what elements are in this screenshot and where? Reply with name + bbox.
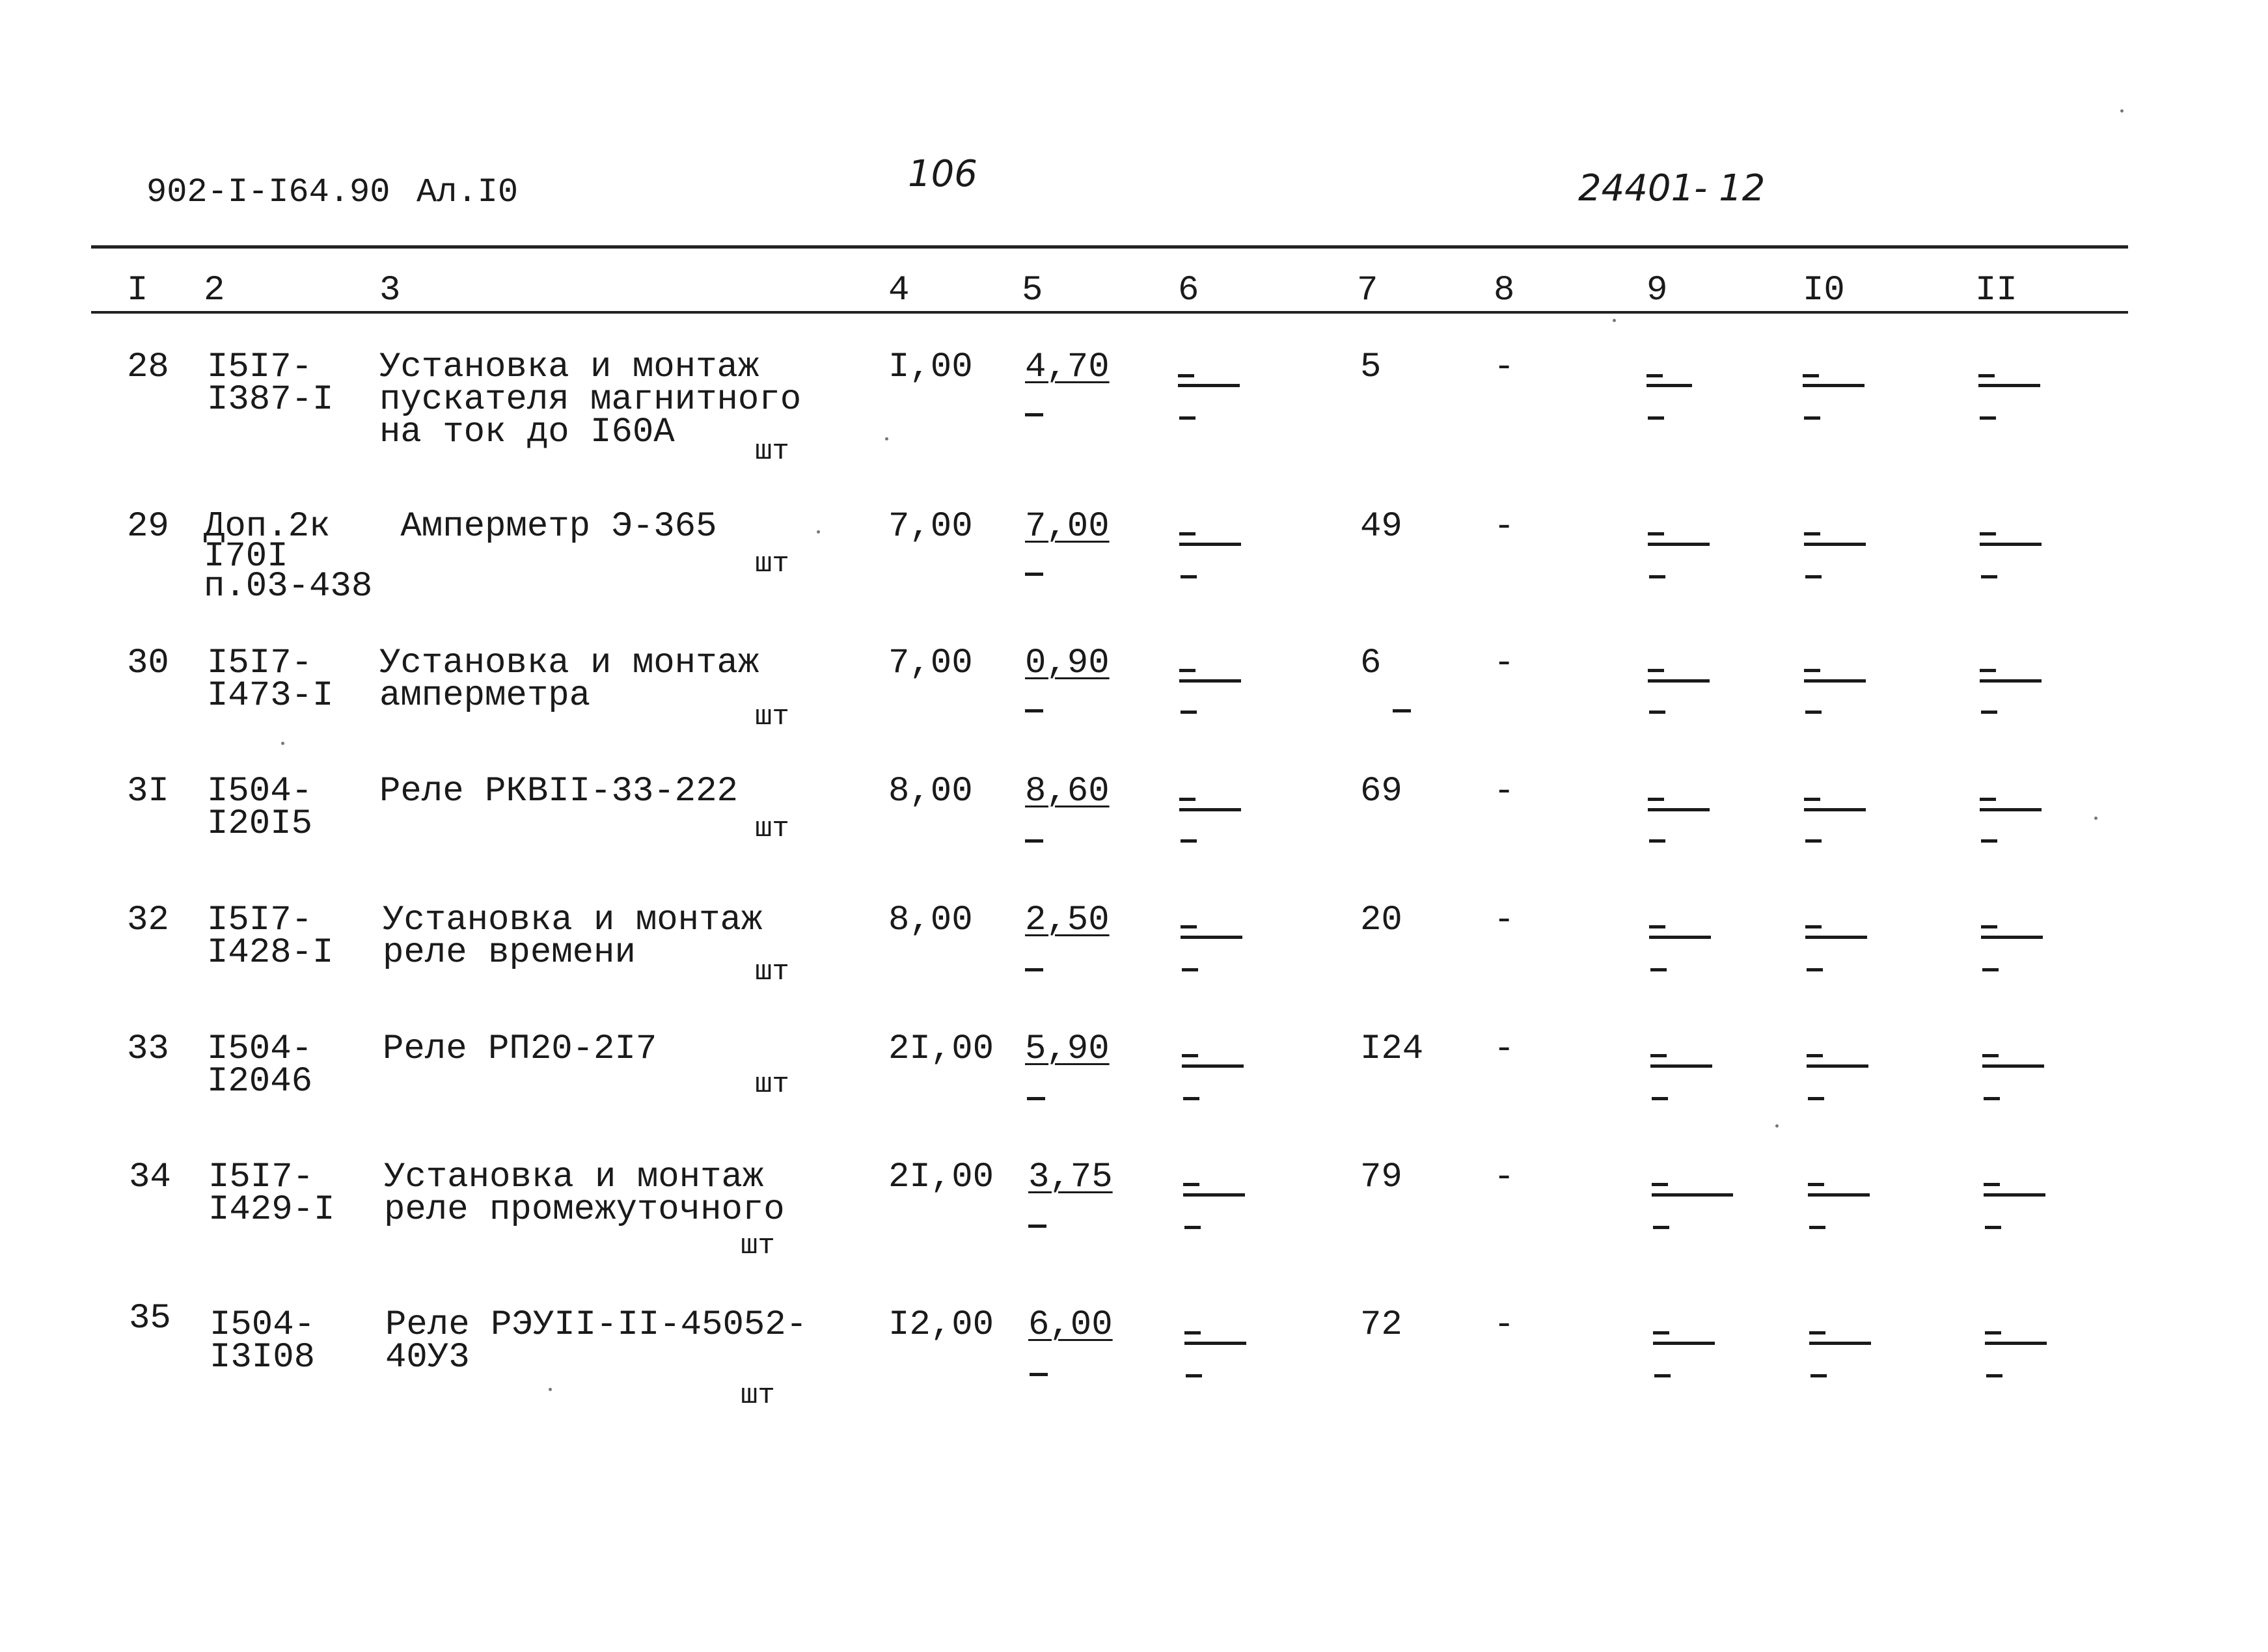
dash-mark bbox=[1981, 839, 1997, 843]
quantity: 8,00 bbox=[888, 900, 973, 940]
scan-speck bbox=[1613, 319, 1616, 322]
dash-mark bbox=[1184, 1342, 1246, 1345]
dash-mark bbox=[1808, 1193, 1870, 1197]
quantity: 8,00 bbox=[888, 772, 973, 811]
dash-mark bbox=[1981, 575, 1997, 578]
scan-speck bbox=[1775, 1124, 1779, 1128]
unit-label: шт bbox=[741, 1379, 775, 1412]
archive-number: 24401- 12 bbox=[1578, 167, 1766, 210]
dash-mark bbox=[1649, 711, 1665, 714]
quantity: 2I,00 bbox=[888, 1158, 994, 1197]
dash-mark bbox=[1184, 1331, 1201, 1334]
col8-value: - bbox=[1494, 1029, 1515, 1069]
dash-mark bbox=[1985, 1342, 2047, 1345]
row-number: 29 bbox=[127, 507, 169, 547]
dash-mark bbox=[1181, 936, 1242, 939]
dash-mark bbox=[1030, 1373, 1048, 1376]
dash-mark bbox=[1653, 1226, 1669, 1229]
dash-mark bbox=[1182, 1054, 1198, 1057]
unit-price: 8,60 bbox=[1025, 772, 1110, 811]
dash-mark bbox=[1648, 808, 1710, 811]
norm-code: I5I7- I387-I bbox=[207, 347, 334, 420]
column-header: 9 bbox=[1646, 271, 1668, 310]
total: 69 bbox=[1360, 772, 1402, 811]
dash-mark bbox=[1984, 1183, 2000, 1186]
dash-mark bbox=[1980, 798, 1996, 801]
total: 72 bbox=[1360, 1305, 1402, 1345]
dash-mark bbox=[1179, 416, 1195, 420]
col8-value: - bbox=[1494, 1158, 1515, 1197]
dash-mark bbox=[1978, 384, 2040, 387]
row-number: 28 bbox=[127, 347, 169, 387]
item-name: Амперметр Э-365 bbox=[379, 507, 717, 547]
dash-mark bbox=[1652, 1193, 1733, 1197]
dash-mark bbox=[1805, 839, 1822, 843]
dash-mark bbox=[1025, 709, 1043, 712]
table-header-rule bbox=[91, 311, 2128, 314]
dash-mark bbox=[1648, 669, 1664, 672]
dash-mark bbox=[1980, 543, 2042, 546]
column-header: 4 bbox=[888, 271, 910, 310]
sheet-label: Ал.I0 bbox=[417, 173, 519, 211]
unit-label: шт bbox=[755, 1068, 789, 1101]
dash-mark bbox=[1809, 1342, 1871, 1345]
item-name: Реле РЭУII-II-45052- 40У3 bbox=[385, 1305, 808, 1377]
dash-mark bbox=[1804, 798, 1820, 801]
unit-price: 2,50 bbox=[1025, 900, 1110, 940]
dash-mark bbox=[1980, 808, 2042, 811]
column-header: I0 bbox=[1803, 271, 1845, 310]
column-header: 5 bbox=[1022, 271, 1043, 310]
row-number: 30 bbox=[127, 643, 169, 683]
dash-mark bbox=[1181, 711, 1197, 714]
dash-mark bbox=[1804, 543, 1866, 546]
dash-mark bbox=[1805, 936, 1867, 939]
dash-mark bbox=[1183, 1193, 1245, 1197]
quantity: I,00 bbox=[888, 347, 973, 387]
dash-mark bbox=[1650, 968, 1667, 971]
unit-price: 3,75 bbox=[1028, 1158, 1113, 1197]
dash-mark bbox=[1179, 543, 1241, 546]
item-name: Реле РКВII-33-222 bbox=[379, 772, 738, 811]
column-header: I bbox=[127, 271, 148, 310]
dash-mark bbox=[1025, 413, 1043, 416]
dash-mark bbox=[1804, 669, 1820, 672]
row-number: 32 bbox=[127, 900, 169, 940]
dash-mark bbox=[1181, 575, 1197, 578]
dash-mark bbox=[1393, 709, 1411, 712]
column-header: 3 bbox=[379, 271, 401, 310]
dash-mark bbox=[1809, 1331, 1825, 1334]
norm-code: I504- I3I08 bbox=[210, 1305, 316, 1377]
norm-code: Доп.2к I70I п.03-438 bbox=[204, 507, 373, 606]
scan-speck bbox=[549, 1388, 552, 1391]
dash-mark bbox=[1179, 808, 1241, 811]
norm-code: I504- I20I5 bbox=[207, 772, 313, 844]
dash-mark bbox=[1182, 1064, 1244, 1068]
dash-mark bbox=[1179, 532, 1195, 535]
dash-mark bbox=[1181, 925, 1197, 928]
dash-mark bbox=[1984, 1193, 2045, 1197]
dash-mark bbox=[1809, 1226, 1825, 1229]
dash-mark bbox=[1653, 1331, 1669, 1334]
dash-mark bbox=[1652, 1097, 1668, 1100]
total: I24 bbox=[1360, 1029, 1424, 1069]
dash-mark bbox=[1808, 1183, 1824, 1186]
dash-mark bbox=[1027, 1097, 1045, 1100]
dash-mark bbox=[1805, 925, 1822, 928]
dash-mark bbox=[1652, 1183, 1668, 1186]
item-name: Реле РП20-2I7 bbox=[383, 1029, 657, 1069]
column-header: 6 bbox=[1178, 271, 1199, 310]
total: 79 bbox=[1360, 1158, 1402, 1197]
dash-mark bbox=[1980, 416, 1996, 420]
column-header: 2 bbox=[204, 271, 225, 310]
norm-code: I5I7- I473-I bbox=[207, 643, 334, 716]
total: 6 bbox=[1360, 643, 1382, 683]
dash-mark bbox=[1980, 669, 1996, 672]
col8-value: - bbox=[1494, 347, 1515, 387]
scan-speck bbox=[817, 530, 820, 534]
dash-mark bbox=[1646, 374, 1663, 377]
unit-price: 6,00 bbox=[1028, 1305, 1113, 1345]
dash-mark bbox=[1648, 532, 1664, 535]
dash-mark bbox=[1804, 808, 1866, 811]
unit-price: 4,70 bbox=[1025, 347, 1110, 387]
dash-mark bbox=[1982, 1064, 2044, 1068]
unit-label: шт bbox=[755, 435, 789, 468]
col8-value: - bbox=[1494, 1305, 1515, 1345]
dash-mark bbox=[1028, 1225, 1046, 1228]
dash-mark bbox=[1025, 968, 1043, 971]
dash-mark bbox=[1650, 1064, 1712, 1068]
dash-mark bbox=[1649, 925, 1665, 928]
item-name: Установка и монтаж реле промежуточного bbox=[384, 1158, 785, 1230]
dash-mark bbox=[1981, 711, 1997, 714]
dash-mark bbox=[1646, 384, 1692, 387]
dash-mark bbox=[1978, 374, 1995, 377]
dash-mark bbox=[1025, 839, 1043, 843]
dash-mark bbox=[1985, 1331, 2001, 1334]
dash-mark bbox=[1649, 936, 1711, 939]
quantity: 7,00 bbox=[888, 643, 973, 683]
unit-label: шт bbox=[755, 813, 789, 845]
col8-value: - bbox=[1494, 643, 1515, 683]
dash-mark bbox=[1183, 1183, 1199, 1186]
unit-label: шт bbox=[755, 548, 789, 580]
dash-mark bbox=[1653, 1342, 1715, 1345]
dash-mark bbox=[1810, 1374, 1827, 1377]
norm-code: I504- I2046 bbox=[207, 1029, 313, 1102]
dash-mark bbox=[1648, 416, 1664, 420]
row-number: 34 bbox=[129, 1158, 171, 1197]
table-top-rule bbox=[91, 245, 2128, 249]
scan-speck bbox=[2120, 109, 2124, 113]
scan-speck bbox=[885, 437, 888, 440]
column-header: 7 bbox=[1357, 271, 1378, 310]
unit-price: 7,00 bbox=[1025, 507, 1110, 547]
dash-mark bbox=[1807, 1054, 1823, 1057]
dash-mark bbox=[1984, 1097, 2000, 1100]
row-number: 3I bbox=[127, 772, 169, 811]
dash-mark bbox=[1648, 543, 1710, 546]
unit-label: шт bbox=[741, 1230, 775, 1262]
dash-mark bbox=[1807, 968, 1823, 971]
norm-code: I5I7- I428-I bbox=[207, 900, 334, 973]
norm-code: I5I7- I429-I bbox=[208, 1158, 335, 1230]
dash-mark bbox=[1649, 839, 1665, 843]
dash-mark bbox=[1648, 679, 1710, 683]
scan-speck bbox=[2094, 817, 2097, 820]
unit-label: шт bbox=[755, 701, 789, 733]
dash-mark bbox=[1178, 374, 1194, 377]
dash-mark bbox=[1985, 1226, 2001, 1229]
col8-value: - bbox=[1494, 900, 1515, 940]
dash-mark bbox=[1982, 968, 1999, 971]
dash-mark bbox=[1178, 384, 1240, 387]
row-number: 33 bbox=[127, 1029, 169, 1069]
total: 49 bbox=[1360, 507, 1402, 547]
total: 20 bbox=[1360, 900, 1402, 940]
dash-mark bbox=[1804, 416, 1820, 420]
dash-mark bbox=[1650, 1054, 1667, 1057]
quantity: I2,00 bbox=[888, 1305, 994, 1345]
dash-mark bbox=[1649, 575, 1665, 578]
dash-mark bbox=[1179, 798, 1195, 801]
dash-mark bbox=[1181, 839, 1197, 843]
doc-code: 902-I-I64.90 bbox=[146, 173, 390, 211]
unit-price: 0,90 bbox=[1025, 643, 1110, 683]
dash-mark bbox=[1184, 1226, 1201, 1229]
quantity: 2I,00 bbox=[888, 1029, 994, 1069]
dash-mark bbox=[1981, 936, 2043, 939]
dash-mark bbox=[1182, 968, 1198, 971]
dash-mark bbox=[1982, 1054, 1999, 1057]
dash-mark bbox=[1803, 374, 1819, 377]
page-number: 106 bbox=[908, 153, 977, 195]
dash-mark bbox=[1805, 575, 1822, 578]
dash-mark bbox=[1183, 1097, 1199, 1100]
dash-mark bbox=[1804, 679, 1866, 683]
item-name: Установка и монтаж амперметра bbox=[379, 643, 759, 716]
unit-price: 5,90 bbox=[1025, 1029, 1110, 1069]
item-name: Установка и монтаж реле времени bbox=[383, 900, 763, 973]
dash-mark bbox=[1186, 1374, 1202, 1377]
total: 5 bbox=[1360, 347, 1382, 387]
dash-mark bbox=[1025, 573, 1043, 576]
dash-mark bbox=[1654, 1374, 1671, 1377]
dash-mark bbox=[1803, 384, 1865, 387]
quantity: 7,00 bbox=[888, 507, 973, 547]
item-name: Установка и монтаж пускателя магнитного на ток до I60А bbox=[379, 347, 802, 452]
unit-label: шт bbox=[755, 956, 789, 988]
scan-speck bbox=[281, 742, 284, 745]
column-header: 8 bbox=[1494, 271, 1515, 310]
dash-mark bbox=[1981, 925, 1997, 928]
row-number: 35 bbox=[129, 1299, 171, 1338]
dash-mark bbox=[1648, 798, 1664, 801]
column-header: II bbox=[1975, 271, 2017, 310]
col8-value: - bbox=[1494, 507, 1515, 547]
dash-mark bbox=[1980, 679, 2042, 683]
dash-mark bbox=[1179, 669, 1195, 672]
dash-mark bbox=[1179, 679, 1241, 683]
dash-mark bbox=[1804, 532, 1820, 535]
dash-mark bbox=[1986, 1374, 2002, 1377]
dash-mark bbox=[1808, 1097, 1824, 1100]
col8-value: - bbox=[1494, 772, 1515, 811]
dash-mark bbox=[1805, 711, 1822, 714]
dash-mark bbox=[1807, 1064, 1868, 1068]
dash-mark bbox=[1980, 532, 1996, 535]
